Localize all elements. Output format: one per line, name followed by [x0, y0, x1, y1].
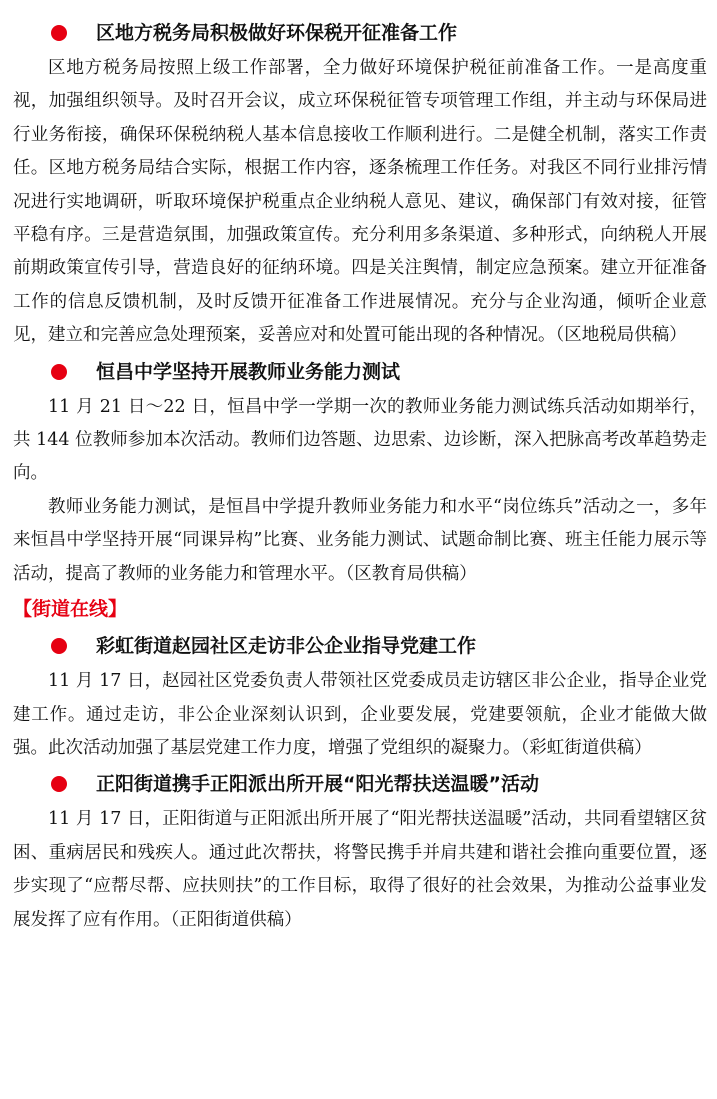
bullet-icon — [51, 638, 67, 654]
article-heading-hengchang — [13, 353, 707, 391]
article-title: 正阳街道携手正阳派出所开展“阳光帮扶送温暖”活动 — [96, 773, 539, 796]
article-title: 区地方税务局积极做好环保税开征准备工作 — [96, 22, 458, 44]
article-title: 恒昌中学坚持开展教师业务能力测试 — [96, 360, 401, 383]
article-title: 彩虹街道赵园社区走访非公企业指导党建工作 — [96, 635, 477, 658]
bullet-icon — [51, 364, 67, 380]
article-heading-caihong — [13, 627, 707, 665]
article-paragraph: 11 月 17 日，赵园社区党委负责人带领社区党委成员走访辖区非公企业，指导企业党建工作。通过走访，非公企业深刻认识到，企业要发展，党建要领航，企业才能做大做强。此次活动加强了基层党建工作力度，增强了党组织的凝聚力。（彩虹街道供稿） — [13, 671, 707, 758]
document-page — [13, 14, 707, 937]
section-tag-street-online: 【街道在线】 — [13, 598, 128, 621]
article-paragraph: 区地方税务局按照上级工作部署，全力做好环境保护税征前准备工作。一是高度重视，加强组织领导。及时召开会议，成立环保税征管专项管理工作组，并主动与环保局进行业务衔接，确保环保税纳税人基本信息接收工作顺利进行。二是健全机制，落实工作责任。区地方税务局结合实际，根据工作内容，逐条梳理工作任务。对我区不同行业排污情况进行实地调研，听取环境保护税重点企业纳税人意见、建议，确保部门有效对接，征管平稳有序。三是营造氛围，加强政策宣传。充分利用多条渠道、多种形式，向纳税人开展前期政策宣传引导，营造良好的征纳环境。四是关注舆情，制定应急预案。建立开征准备工作的信息反馈机制，及时反馈开征准备工作进展情况。充分与企业沟通，倾听企业意见，建立和完善应急处理预案，妥善应对和处置可能出现的各种情况。（区地税局供稿） — [13, 58, 707, 346]
article-heading-local-tax — [13, 14, 707, 52]
article-heading-zhengyang — [13, 765, 707, 803]
bullet-icon — [51, 25, 67, 41]
article-paragraph: 11 月 17 日，正阳街道与正阳派出所开展了“阳光帮扶送温暖”活动，共同看望辖区贫困、重病居民和残疾人。通过此次帮扶，将警民携手并肩共建和谐社会推向重要位置，逐步实现了“应帮尽帮、应扶则扶”的工作目标，取得了很好的社会效果，为推动公益事业发展发挥了应有作用。（正阳街道供稿） — [13, 809, 707, 930]
bullet-icon — [51, 776, 67, 792]
article-paragraph: 教师业务能力测试，是恒昌中学提升教师业务能力和水平“岗位练兵”活动之一，多年来恒昌中学坚持开展“同课异构”比赛、业务能力测试、试题命制比赛、班主任能力展示等活动，提高了教师的业务能力和管理水平。（区教育局供稿） — [13, 496, 707, 584]
article-paragraph: 11 月 21 日～22 日，恒昌中学一学期一次的教师业务能力测试练兵活动如期举行，共 144 位教师参加本次活动。教师们边答题、边思索、边诊断，深入把脉高考改革趋势走向。 — [13, 396, 707, 484]
